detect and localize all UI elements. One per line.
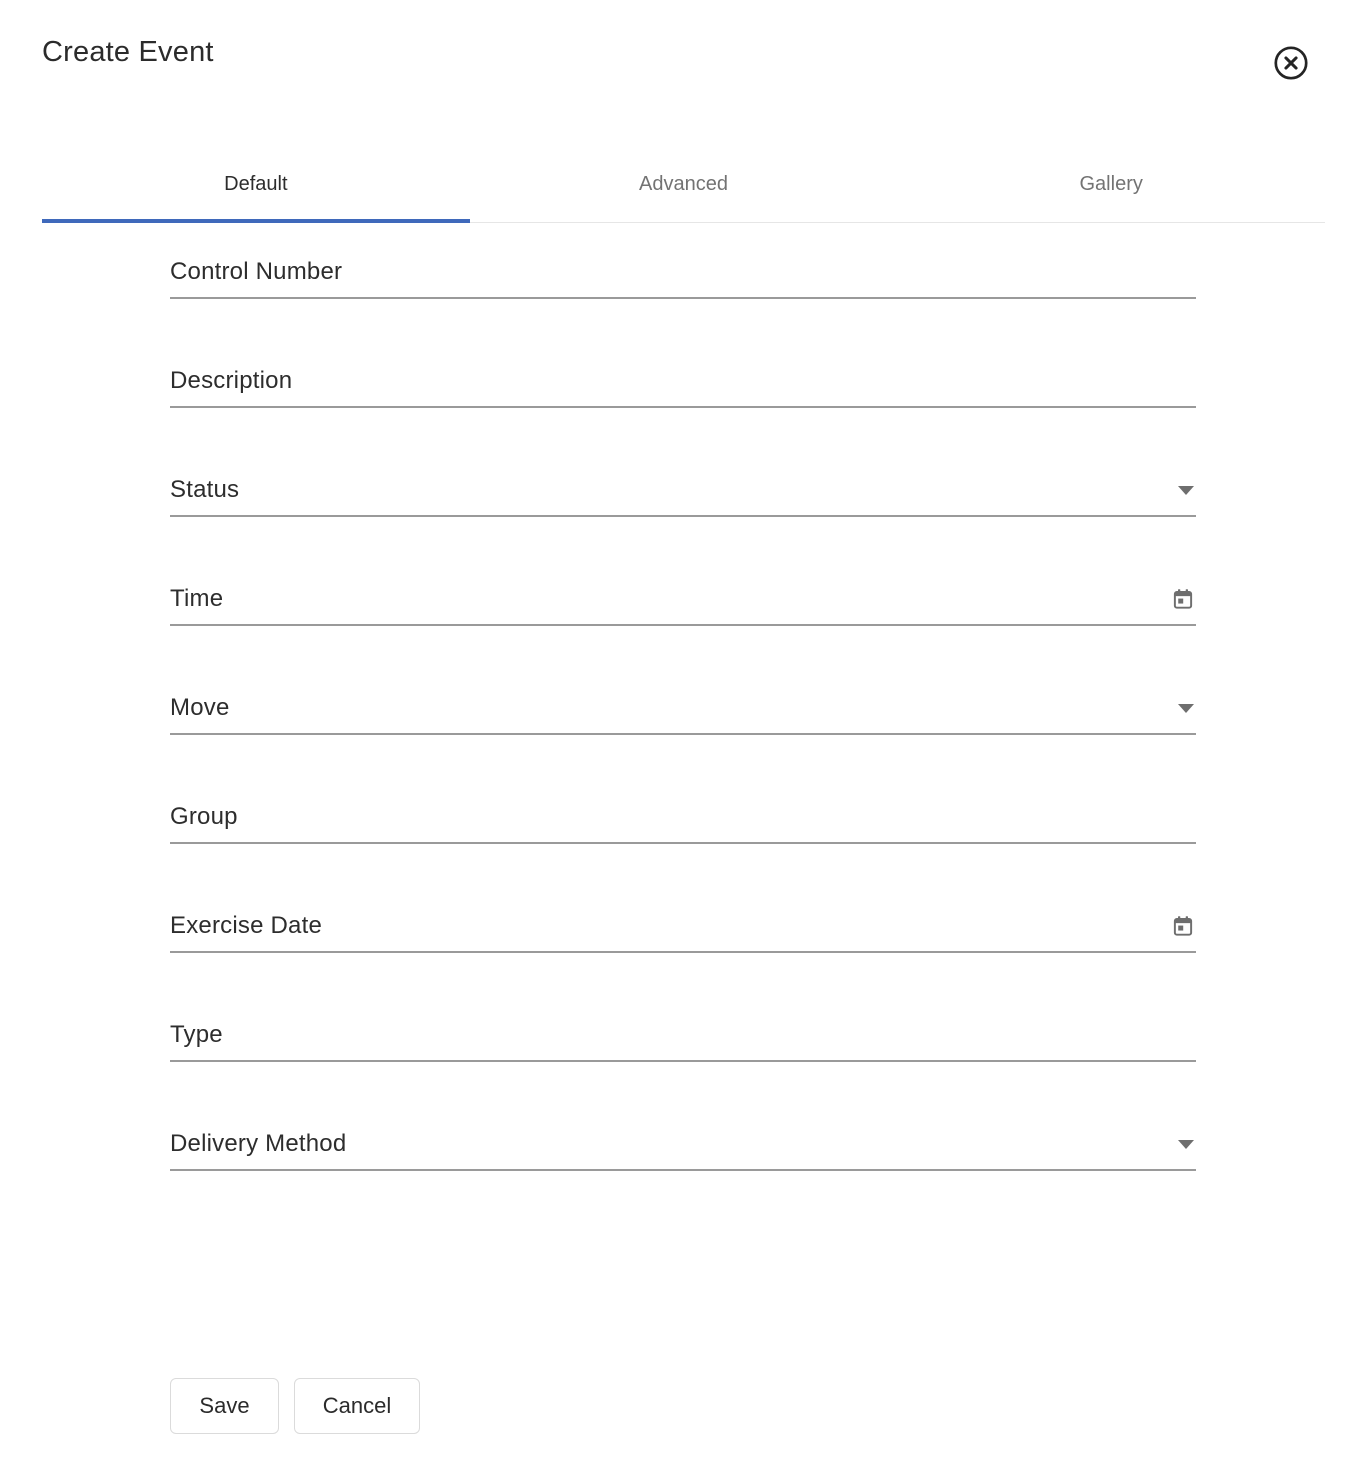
save-button[interactable]: Save xyxy=(170,1378,279,1434)
action-row xyxy=(170,1378,420,1434)
tab-gallery[interactable]: Gallery xyxy=(897,165,1325,222)
page-title: Create Event xyxy=(42,36,214,68)
field-label-description: Description xyxy=(170,367,293,394)
calendar-icon[interactable] xyxy=(1170,586,1196,612)
tab-advanced[interactable]: Advanced xyxy=(470,165,898,222)
circle-x-icon xyxy=(1272,70,1310,85)
field-control-number[interactable] xyxy=(170,258,1196,299)
field-group[interactable] xyxy=(170,803,1196,844)
chevron-down-icon[interactable] xyxy=(1178,486,1194,495)
field-description[interactable] xyxy=(170,367,1196,408)
field-type[interactable] xyxy=(170,1021,1196,1062)
form-area xyxy=(170,258,1196,1171)
field-time[interactable] xyxy=(170,585,1196,626)
field-label-exercise-date: Exercise Date xyxy=(170,912,322,939)
field-label-control-number: Control Number xyxy=(170,258,343,285)
field-label-move: Move xyxy=(170,694,230,721)
chevron-down-icon[interactable] xyxy=(1178,1140,1194,1149)
tab-default[interactable]: Default xyxy=(42,165,470,222)
dialog-header xyxy=(0,0,1372,69)
field-label-group: Group xyxy=(170,803,238,830)
field-move[interactable] xyxy=(170,694,1196,735)
tab-bar xyxy=(42,165,1325,223)
cancel-button[interactable]: Cancel xyxy=(294,1378,420,1434)
chevron-down-icon[interactable] xyxy=(1178,704,1194,713)
field-label-status: Status xyxy=(170,476,240,503)
field-label-delivery-method: Delivery Method xyxy=(170,1130,347,1157)
field-exercise-date[interactable] xyxy=(170,912,1196,953)
close-button[interactable] xyxy=(1272,44,1310,82)
field-delivery-method[interactable] xyxy=(170,1130,1196,1171)
field-label-time: Time xyxy=(170,585,224,612)
calendar-icon[interactable] xyxy=(1170,913,1196,939)
field-status[interactable] xyxy=(170,476,1196,517)
field-label-type: Type xyxy=(170,1021,223,1048)
